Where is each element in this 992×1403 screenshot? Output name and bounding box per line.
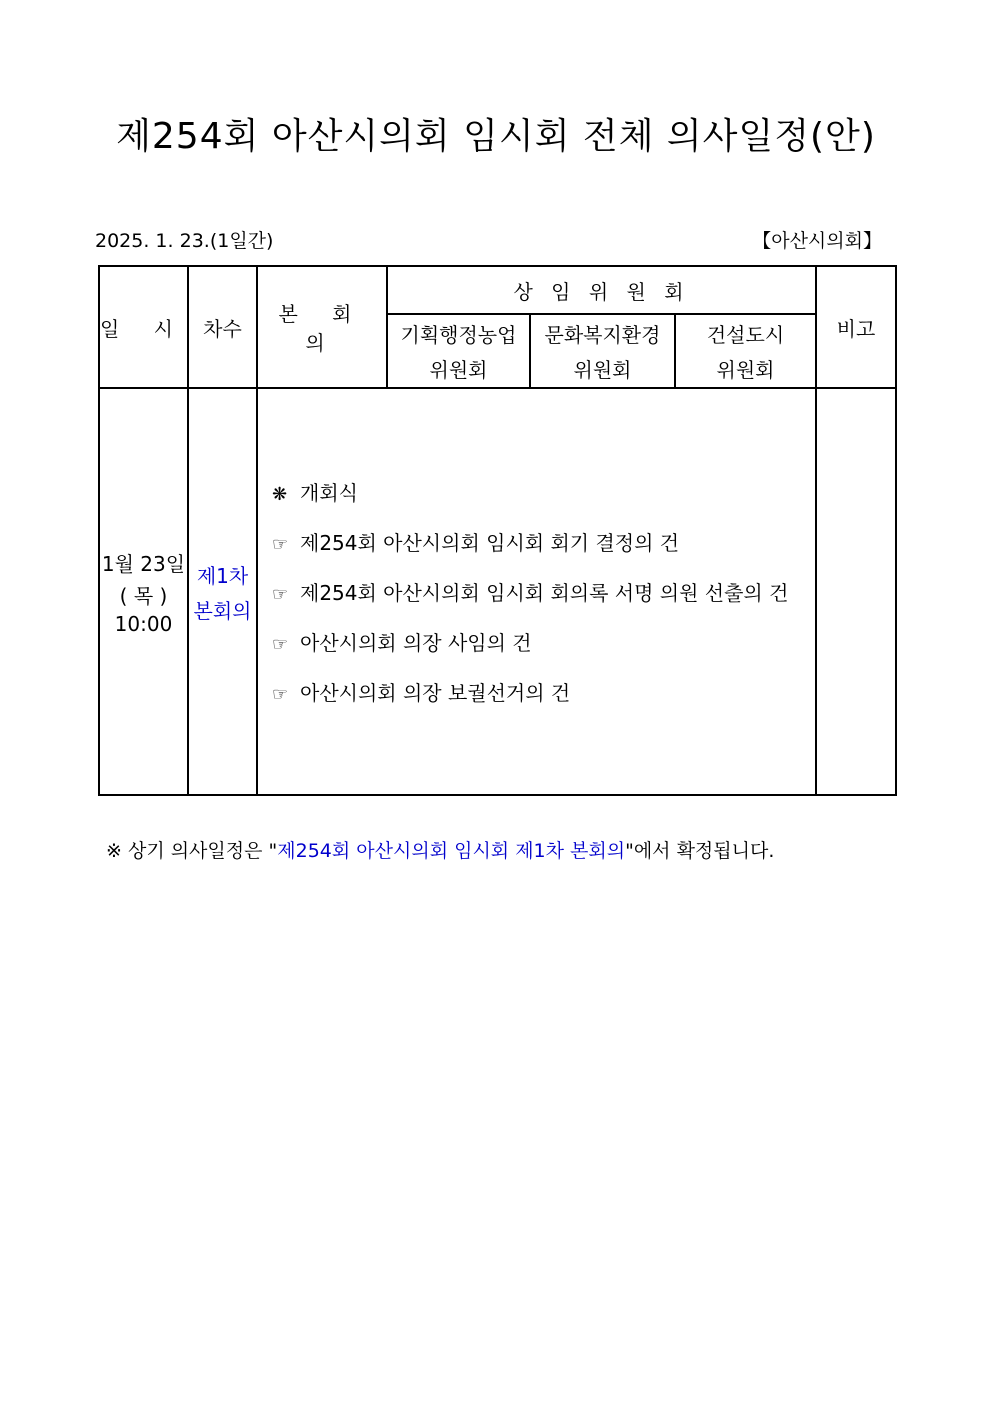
pointing-hand-icon: ☞: [272, 584, 289, 605]
cell-datetime: [99, 388, 188, 795]
row-date: 1월 23일: [101, 551, 186, 576]
header-committee-culture: 문화복지환경 위원회: [530, 314, 675, 388]
cell-remarks: [816, 388, 896, 795]
header-session-no: 차수: [188, 266, 257, 388]
pointing-hand-icon: ☞: [272, 534, 289, 555]
row-time: 10:00: [114, 611, 173, 636]
header-standing-committee: 상 임 위 원 회: [387, 266, 816, 314]
list-item: ☞ 아산시의회 의장 사임의 건: [272, 631, 532, 655]
list-item: ☞ 아산시의회 의장 보궐선거의 건: [272, 681, 571, 705]
cell-session: 제1차 본회의: [188, 388, 257, 795]
schedule-table: [98, 265, 897, 796]
header-remarks: 비고: [816, 266, 896, 388]
row-day: ( 목 ): [119, 583, 168, 608]
header-plenary: 본 회 의: [257, 266, 387, 388]
page-title: 제254회 아산시의회 임시회 전체 의사일정(안): [116, 116, 876, 157]
table-row: [99, 388, 896, 795]
list-item: ❋ 개회식: [272, 481, 358, 505]
footnote-highlight: 제254회 아산시의회 임시회 제1차 본회의: [277, 840, 626, 862]
pointing-hand-icon: ☞: [272, 684, 289, 705]
organization-label: 【아산시의회】: [752, 230, 882, 252]
list-item: ☞ 제254회 아산시의회 임시회 회기 결정의 건: [272, 531, 680, 555]
asterisk-icon: ❋: [272, 484, 288, 505]
header-datetime: 일 시: [99, 266, 188, 388]
header-committee-construction: 건설도시 위원회: [675, 314, 816, 388]
header-committee-planning: 기획행정농업 위원회: [387, 314, 530, 388]
cell-agenda: [257, 388, 816, 795]
pointing-hand-icon: ☞: [272, 634, 289, 655]
footnote: ※ 상기 의사일정은 "제254회 아산시의회 임시회 제1차 본회의"에서 확정됩니다.: [106, 840, 775, 862]
list-item: ☞ 제254회 아산시의회 임시회 회의록 서명 의원 선출의 건: [272, 581, 789, 605]
session-period: 2025. 1. 23.(1일간): [95, 230, 274, 252]
